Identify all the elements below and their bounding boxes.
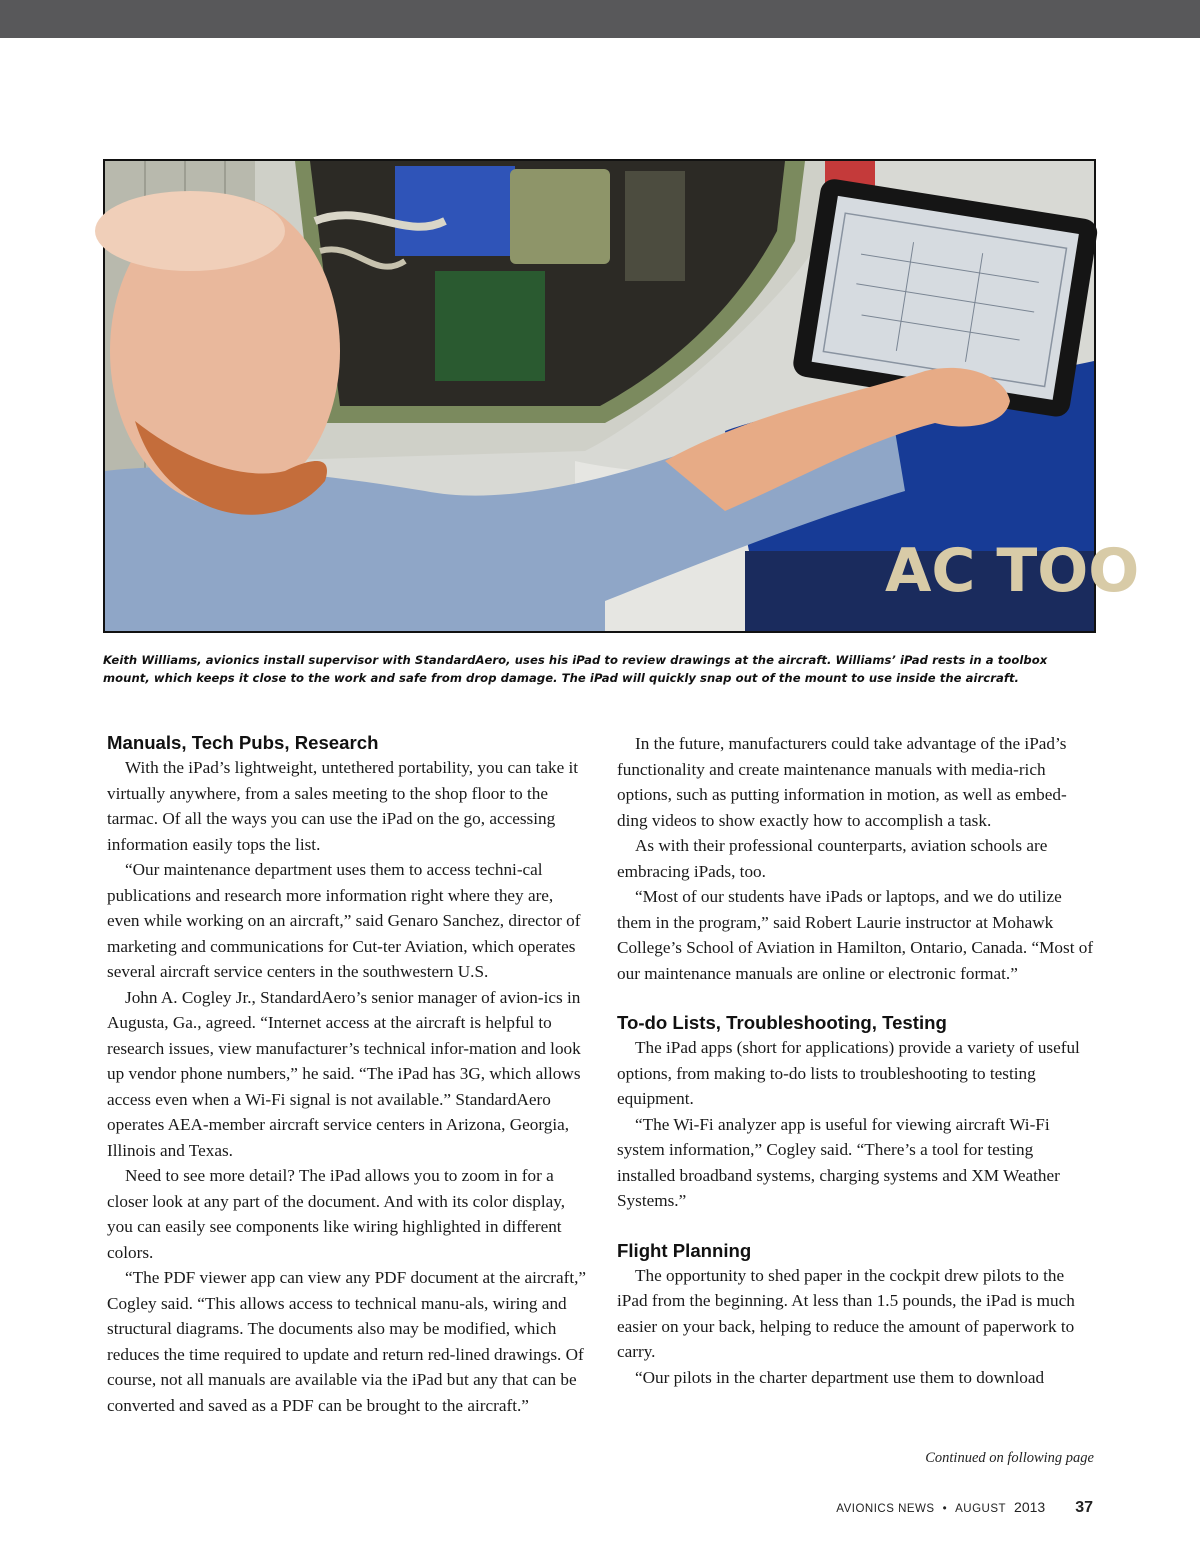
photo-caption: Keith Williams, avionics install supervisor with StandardAero, uses his iPad to review drawings at the aircraft. Williams’ iPad rests in a toolbox mount, which keeps it close to the work and safe from drop damage. The iPad will quickly snap out of the mount to use inside the aircraft. — [103, 653, 1048, 685]
toolbox-label: AC TOO — [885, 536, 1140, 606]
top-header-bar — [0, 0, 1200, 38]
issue-month: AUGUST — [955, 1503, 1007, 1515]
section-heading-manuals: Manuals, Tech Pubs, Research — [107, 732, 379, 753]
paragraph: “Most of our students have iPads or laptops, and we do utilize them in the program,” said Robert Laurie instructor at Mohawk College’s School of Aviation in Hamilton, Ontario, Canada. “Most of our maintenance manuals are online or electronic format.” — [617, 887, 1094, 983]
paragraph: “Our pilots in the charter department use them to download — [635, 1367, 1045, 1387]
photo-illustration — [105, 161, 1140, 631]
paragraph: The opportunity to shed paper in the cockpit drew pilots to the iPad from the beginning. At less than 1.5 pounds, the iPad is much easier on your back, helping to reduce the amount of paperwork to carry. — [617, 1265, 1075, 1361]
paragraph: “Our maintenance department uses them to access techni-cal publications and research more information right where they are, even while working on an aircraft,” said Genaro Sanchez, director of marketing and communications for Cut-ter Aviation, which operates several aircraft service centers in the southwestern U.S. — [107, 860, 581, 981]
footer-separator: • — [942, 1503, 948, 1515]
continued-note: Continued on following page — [925, 1450, 1094, 1466]
publication-name: AVIONICS NEWS — [836, 1503, 935, 1515]
paragraph: With the iPad’s lightweight, untethered portability, you can take it virtually anywhere, from a sales meeting to the shop floor to the tarmac. Of all the ways you can use the iPad on the go, accessing information easily tops the list. — [107, 758, 579, 854]
paragraph: As with their professional counterparts, aviation schools are embracing iPads, too. — [617, 836, 1048, 881]
right-column — [617, 731, 1095, 1390]
page-number: 37 — [1075, 1499, 1093, 1516]
paragraph: In the future, manufacturers could take advantage of the iPad’s functionality and create maintenance manuals with media-rich options, such as putting information in motion, as well as embed-ding videos to show exactly how to accomplish a task. — [617, 734, 1067, 830]
section-heading-flight-planning: Flight Planning — [617, 1239, 752, 1261]
section-heading-todo: To-do Lists, Troubleshooting, Testing — [617, 1012, 947, 1033]
page-footer — [836, 1499, 1093, 1517]
paragraph: The iPad apps (short for applications) provide a variety of useful options, from making to-do lists to troubleshooting to testing equipment. — [617, 1038, 1080, 1108]
issue-year: 2013 — [1014, 1499, 1046, 1515]
paragraph: John A. Cogley Jr., StandardAero’s senior manager of avion-ics in Augusta, Ga., agreed. “Internet access at the aircraft is helpful to research issues, view manufacturer’s technical infor-mation and look up vendor phone numbers,” he said. “The iPad has 3G, which allows access even when a Wi-Fi signal is not available.” StandardAero operates AEA-member aircraft service centers in Arizona, Georgia, Illinois and Texas. — [107, 987, 581, 1160]
article-photo — [103, 159, 1140, 633]
left-column — [107, 731, 587, 1418]
paragraph: “The PDF viewer app can view any PDF document at the aircraft,” Cogley said. “This allows access to technical manu-als, wiring and structural diagrams. The documents also may be modified, which reduces the time required to update and return red-lined drawings. Of course, not all manuals are available via the iPad but any that can be converted and saved as a PDF can be brought to the aircraft.” — [107, 1268, 587, 1415]
paragraph: “The Wi-Fi analyzer app is useful for viewing aircraft Wi-Fi system information,” Cogley said. “There’s a tool for testing installed broadband systems, charging systems and XM Weather Systems.” — [617, 1114, 1060, 1210]
paragraph: Need to see more detail? The iPad allows you to zoom in for a closer look at any part of the document. And with its color display, you can easily see components like wiring highlighted in different colors. — [107, 1166, 566, 1262]
